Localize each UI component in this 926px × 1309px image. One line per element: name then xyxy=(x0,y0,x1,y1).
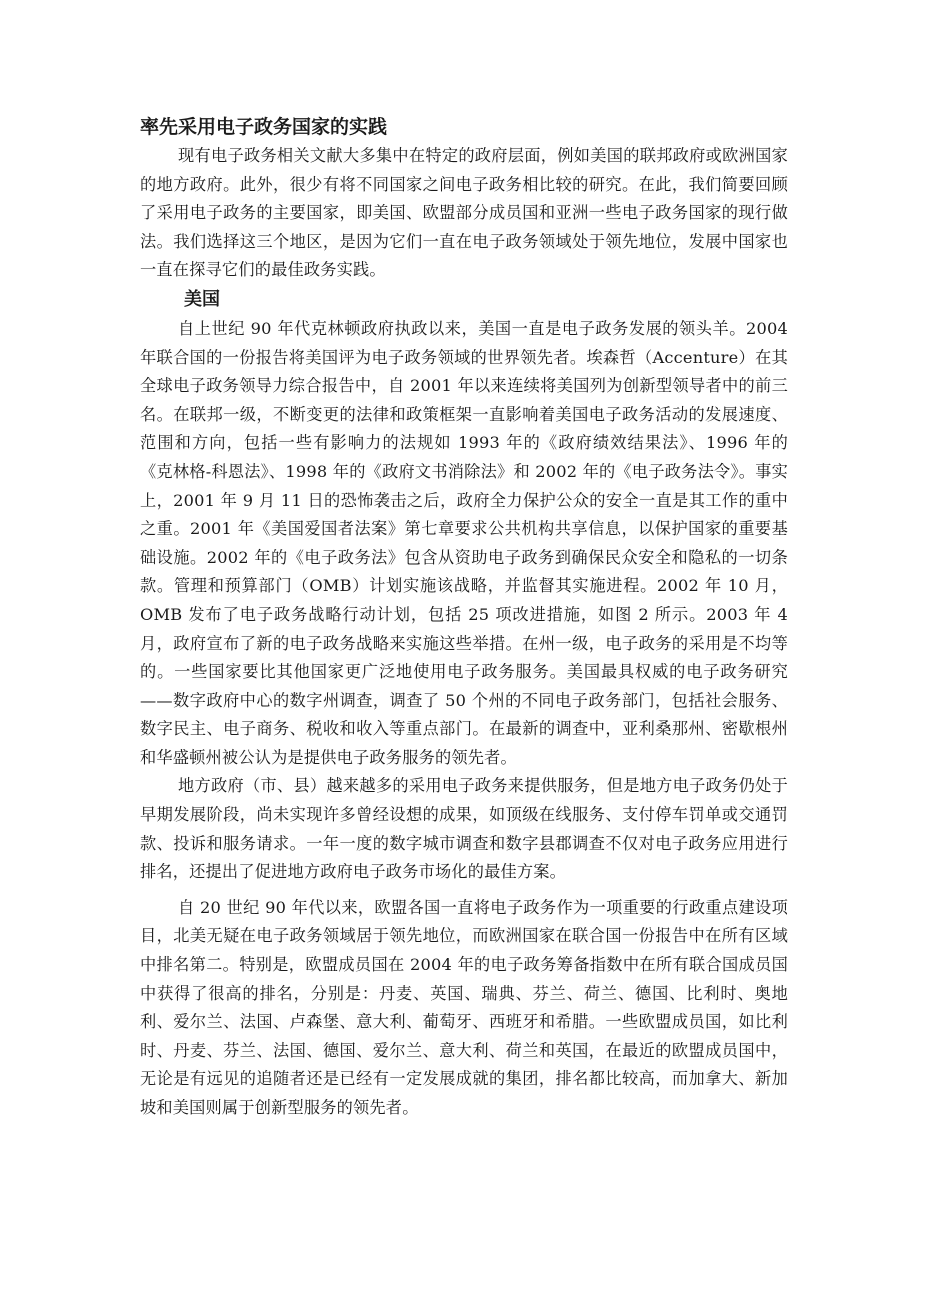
document-title: 率先采用电子政务国家的实践 xyxy=(140,116,388,138)
us-paragraph-1: 自上世纪 90 年代克林顿政府执政以来，美国一直是电子政务发展的领头羊。2004 年联合国的一份报告将美国评为电子政务领域的世界领先者。埃森哲（Accenture）在其全球电子政务领导力综合报告中，自 2001 年以来连续将美国列为创新型领导者中的前三名。在联邦一级，不断变更的法律和政策框架一直影响着美国电子政务活动的发展速度、范围和方向，包括一些有影响力的法规如 1993 年的《政府绩效结果法》、1996 年的《克林格-科恩法》、1998 年的《政府文书消除法》和 2002 年的《电子政务法令》。事实上，2001 年 9 月 11 日的恐怖袭击之后，政府全力保护公众的安全一直是其工作的重中之重。2001 年《美国爱国者法案》第七章要求公共机构共享信息，以保护国家的重要基础设施。2002 年的《电子政务法》包含从资助电子政务到确保民众安全和隐私的一切条款。管理和预算部门（OMB）计划实施该战略，并监督其实施进程。2002 年 10 月，OMB 发布了电子政务战略行动计划，包括 25 项改进措施，如图 2 所示。2003 年 4 月，政府宣布了新的电子政务战略来实施这些举措。在州一级，电子政务的采用是不均等的。一些国家要比其他国家更广泛地使用电子政务服务。美国最具权威的电子政务研究——数字政府中心的数字州调查，调查了 50 个州的不同电子政务部门，包括社会服务、数字民主、电子商务、税收和收入等重点部门。在最新的调查中，亚利桑那州、密歇根州和华盛顿州被公认为是提供电子政务服务的领先者。 xyxy=(140,318,788,767)
eu-paragraph: 自 20 世纪 90 年代以来，欧盟各国一直将电子政务作为一项重要的行政重点建设项目，北美无疑在电子政务领域居于领先地位，而欧洲国家在联合国一份报告中在所有区域中排名第二。特别是，欧盟成员国在 2004 年的电子政务筹备指数中在所有联合国成员国中获得了很高的排名，分别是：丹麦、英国、瑞典、芬兰、荷兰、德国、比利时、奥地利、爱尔兰、法国、卢森堡、意大利、葡萄牙、西班牙和希腊。一些欧盟成员国，如比利时、丹麦、芬兰、法国、德国、爱尔兰、意大利、荷兰和英国，在最近的欧盟成员国中，无论是有远见的追随者还是已经有一定发展成就的集团，排名都比较高，而加拿大、新加坡和美国则属于创新型服务的领先者。 xyxy=(140,897,788,1117)
document-page xyxy=(140,112,788,1123)
intro-paragraph: 现有电子政务相关文献大多集中在特定的政府层面，例如美国的联邦政府或欧洲国家的地方政府。此外，很少有将不同国家之间电子政务相比较的研究。在此，我们简要回顾了采用电子政务的主要国家，即美国、欧盟部分成员国和亚洲一些电子政务国家的现行做法。我们选择这三个地区，是因为它们一直在电子政务领域处于领先地位，发展中国家也一直在探寻它们的最佳政务实践。 xyxy=(140,146,788,280)
section-heading-us: 美国 xyxy=(184,288,220,310)
us-paragraph-2: 地方政府（市、县）越来越多的采用电子政务来提供服务，但是地方电子政务仍处于早期发展阶段，尚未实现许多曾经设想的成果，如顶级在线服务、支付停车罚单或交通罚款、投诉和服务请求。一年一度的数字城市调查和数字县郡调查不仅对电子政务应用进行排名，还提出了促进地方政府电子政务市场化的最佳方案。 xyxy=(140,776,788,882)
